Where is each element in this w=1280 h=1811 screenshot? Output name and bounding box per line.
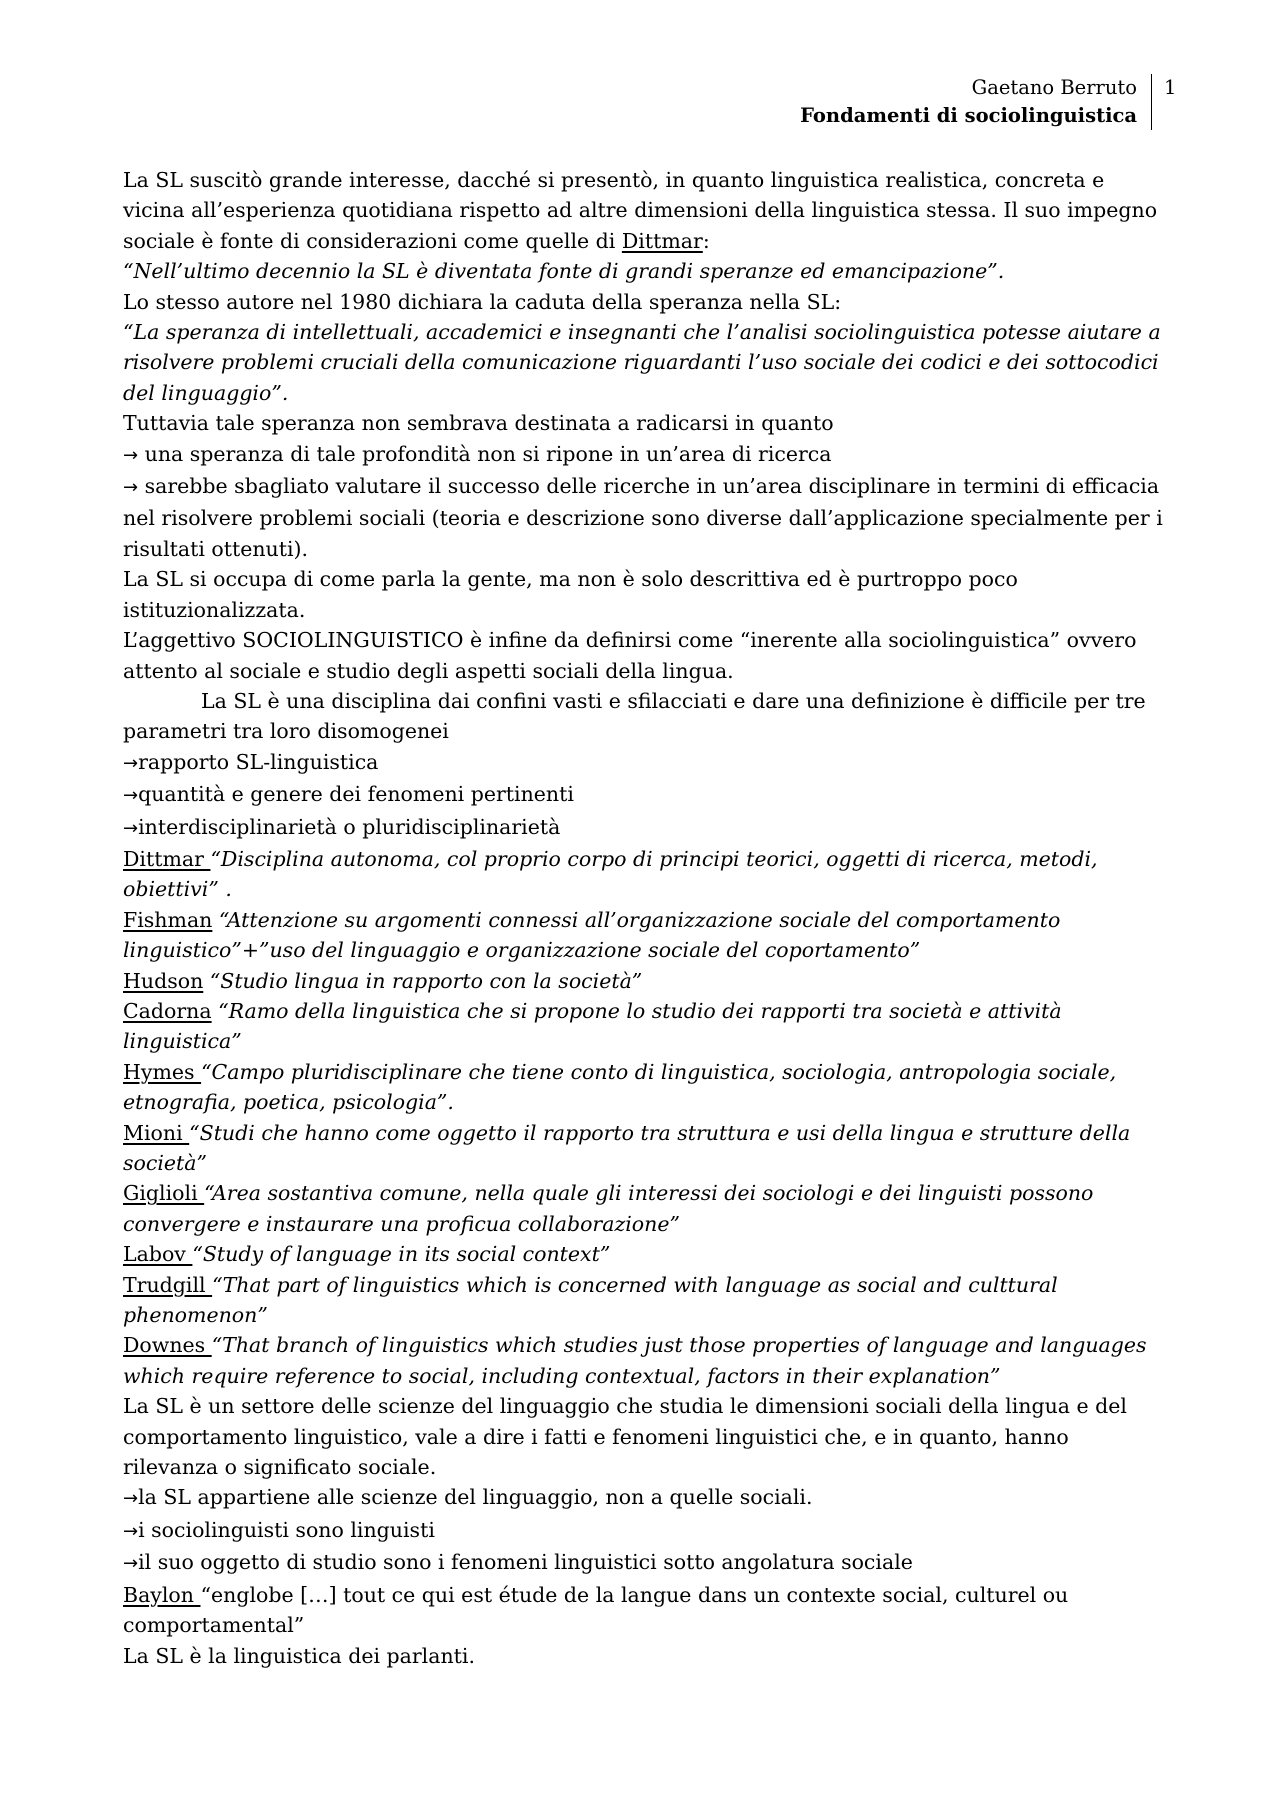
arrow-item	[123, 439, 1163, 471]
arrow-item	[123, 812, 1163, 844]
definition-quote: “That part of linguistics which is concerned with language as social and culttural phenomenon”	[123, 1272, 1058, 1328]
document-body	[123, 165, 1163, 1671]
author-name-dittmar: Dittmar	[621, 228, 703, 253]
paragraph-1980: Lo stesso autore nel 1980 dichiara la caduta della speranza nella SL:	[123, 289, 842, 314]
quote-dittmar-1: “Nell’ultimo decennio la SL è diventata fonte di grandi speranze ed emancipazione”.	[123, 259, 1005, 284]
arrow-item	[123, 1547, 1163, 1579]
definition-item	[123, 1239, 1163, 1269]
right-arrow-icon: →	[123, 785, 139, 807]
definition-author: Labov	[123, 1242, 193, 1267]
definition-item	[123, 1330, 1163, 1391]
arrow-item-text: i sociolinguisti sono linguisti	[138, 1517, 435, 1542]
definition-quote: “Study of language in its social context”	[192, 1242, 611, 1267]
definition-quote: “Disciplina autonoma, col proprio corpo di principi teorici, oggetti di ricerca, metodi, obiettivi” .	[123, 846, 1098, 902]
right-arrow-icon: →	[123, 444, 139, 466]
arrow-item	[123, 747, 1163, 779]
paragraph-gente: La SL si occupa di come parla la gente, ma non è solo descrittiva ed è purtroppo poco istituzionalizzata.	[123, 567, 1018, 622]
definition-quote: “Campo pluridisciplinare che tiene conto di linguistica, sociologia, antropologia sociale, etnografia, poetica, psicologia”.	[123, 1059, 1117, 1115]
arrow-item-text: sarebbe sbagliato valutare il successo delle ricerche in un’area disciplinare in termini di efficacia nel risolvere problemi sociali (teoria e descrizione sono diverse dall’applicazione specialmente per i risultati ottenuti).	[123, 474, 1163, 561]
right-arrow-icon: →	[123, 752, 139, 774]
arrow-item-text: interdisciplinarietà o pluridisciplinarietà	[138, 814, 561, 839]
definition-author: Mioni	[123, 1120, 190, 1145]
arrow-item	[123, 1515, 1163, 1547]
paragraph-intro-text: La SL suscitò grande interesse, dacché si presentò, in quanto linguistica realistica, concreta e vicina all’esperienza quotidiana rispetto ad altre dimensioni della linguistica stessa. Il suo impegno sociale è fonte di considerazioni come quelle di	[123, 168, 1158, 253]
right-arrow-icon: →	[123, 477, 139, 499]
definition-item	[123, 844, 1163, 905]
right-arrow-icon: →	[123, 1553, 139, 1575]
quote-dittmar-2: “La speranza di intellettuali, accademici e insegnanti che l’analisi sociolinguistica potesse aiutare a risolvere problemi cruciali della comunicazione riguardanti l’uso sociale dei codici e dei sottocodici del linguaggio”.	[123, 320, 1161, 405]
arrow-item-text: rapporto SL-linguistica	[138, 749, 379, 774]
paragraph-tuttavia: Tuttavia tale speranza non sembrava destinata a radicarsi in quanto	[123, 411, 834, 436]
definition-author: Dittmar	[123, 846, 211, 871]
page-header	[537, 74, 1152, 130]
definition-quote: “englobe […] tout ce qui est étude de la langue dans un contexte social, culturel ou comportamental”	[123, 1582, 1069, 1638]
right-arrow-icon: →	[123, 1520, 139, 1542]
arrow-item-text: la SL appartiene alle scienze del linguaggio, non a quelle sociali.	[138, 1485, 813, 1510]
right-arrow-icon: →	[123, 817, 139, 839]
definition-item	[123, 1270, 1163, 1331]
right-arrow-icon: →	[123, 1488, 139, 1510]
definition-author: Cadorna	[123, 998, 212, 1023]
page-number: 1	[1164, 76, 1177, 99]
arrow-item	[123, 471, 1163, 564]
definition-quote: “Attenzione su argomenti connessi all’organizzazione sociale del comportamento linguistico”+”uso del linguaggio e organizzazione sociale del coportamento”	[123, 907, 1061, 963]
arrow-item	[123, 779, 1163, 811]
paragraph-settore: La SL è un settore delle scienze del linguaggio che studia le dimensioni sociali della lingua e del comportamento linguistico, vale a dire i fatti e fenomeni linguistici che, e in quanto, hanno rilevanza o significato sociale.	[123, 1394, 1127, 1480]
definition-quote: “Ramo della linguistica che si propone lo studio dei rapporti tra società e attività linguistica”	[123, 998, 1062, 1054]
definition-author: Baylon	[123, 1582, 201, 1607]
header-author: Gaetano Berruto	[971, 76, 1137, 99]
arrow-item-text: quantità e genere dei fenomeni pertinenti	[138, 782, 574, 807]
paragraph-intro	[123, 165, 1163, 256]
paragraph-intro-end: :	[702, 228, 710, 253]
definition-item	[123, 1057, 1163, 1118]
definition-author: Hymes	[123, 1059, 202, 1084]
definition-author: Giglioli	[123, 1181, 205, 1206]
definition-item	[123, 905, 1163, 966]
definition-quote: “Area sostantiva comune, nella quale gli interessi dei sociologi e dei linguisti possono convergere e instaurare una proficua collaborazione”	[123, 1181, 1094, 1236]
definition-quote: “Studio lingua in rapporto con la società”	[203, 968, 643, 993]
paragraph-confini: La SL è una disciplina dai confini vasti e sfilacciati e dare una definizione è difficile per tre parametri tra loro disomogenei	[123, 688, 1146, 744]
header-book-title: Fondamenti di sociolinguistica	[800, 104, 1137, 127]
definition-item	[123, 996, 1163, 1057]
definition-author: Downes	[123, 1333, 212, 1358]
definition-author: Fishman	[123, 907, 213, 932]
arrow-item	[123, 1482, 1163, 1514]
definition-author: Trudgill	[123, 1272, 213, 1297]
definition-quote: “That branch of linguistics which studies just those properties of language and languages which require reference to social, including contextual, factors in their explanation”	[123, 1333, 1147, 1388]
arrow-item-text: una speranza di tale profondità non si ripone in un’area di ricerca	[138, 441, 832, 466]
paragraph-aggettivo: L’aggettivo SOCIOLINGUISTICO è infine da definirsi come “inerente alla sociolinguistica” ovvero attento al sociale e studio degli aspetti sociali della lingua.	[123, 628, 1137, 683]
arrow-item-text: il suo oggetto di studio sono i fenomeni linguistici sotto angolatura sociale	[138, 1550, 913, 1575]
definition-item	[123, 1178, 1163, 1239]
definition-author: Hudson	[123, 968, 204, 993]
paragraph-conclusion: La SL è la linguistica dei parlanti.	[123, 1643, 475, 1668]
definition-item	[123, 966, 1163, 996]
definition-item-baylon	[123, 1580, 1163, 1641]
definition-item	[123, 1118, 1163, 1179]
definition-quote: “Studi che hanno come oggetto il rapporto tra struttura e usi della lingua e strutture della società”	[123, 1120, 1131, 1175]
